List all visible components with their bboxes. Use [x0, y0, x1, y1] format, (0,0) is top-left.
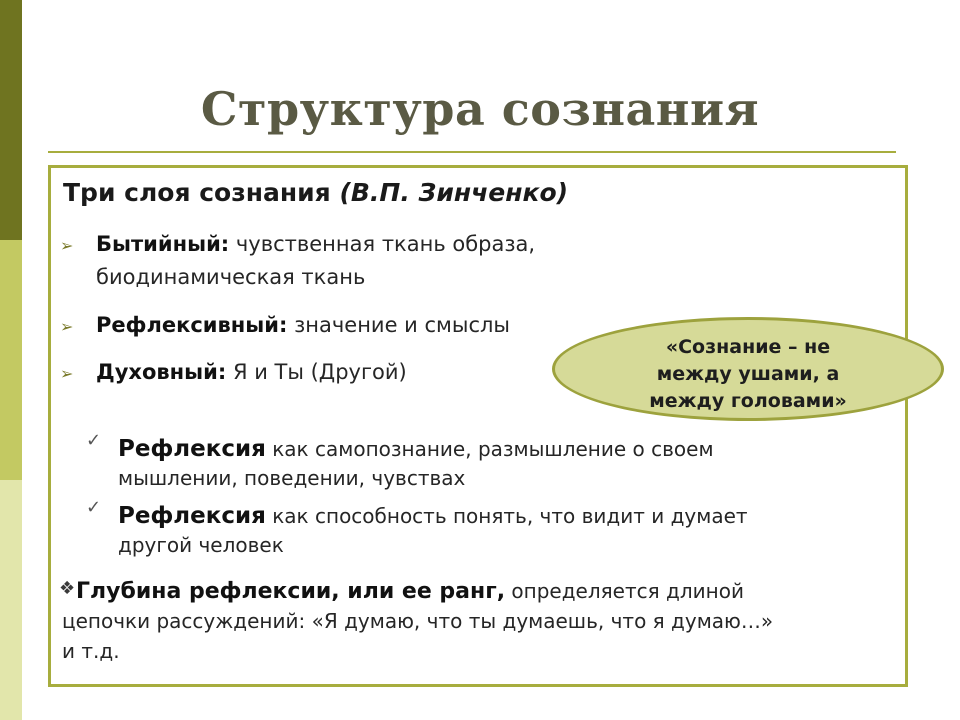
- quote-ellipse: [552, 317, 944, 421]
- accent-bar-mid: [0, 240, 22, 480]
- quote-line: между ушами, а: [656, 363, 840, 385]
- reflection-desc: как способность понять, что видит и думает: [265, 504, 748, 528]
- layer-item: [96, 356, 407, 389]
- check-icon: ✓: [86, 430, 102, 451]
- reflection-desc: как самопознание, размышление о своем: [265, 437, 714, 461]
- reflection-desc-cont: мышлении, поведении, чувствах: [118, 466, 466, 490]
- reflection-term: Рефлексия: [118, 436, 266, 462]
- layer-term: Рефлексивный:: [96, 313, 288, 337]
- layer-desc-cont: биодинамическая ткань: [96, 265, 366, 289]
- layer-term: Бытийный:: [96, 232, 230, 256]
- reflection-term: Рефлексия: [118, 503, 266, 529]
- title-divider: [48, 151, 896, 153]
- subtitle-author: (В.П. Зинченко): [339, 178, 569, 207]
- arrow-bullet-icon: ➢: [60, 317, 74, 336]
- subtitle-text: Три слоя сознания: [63, 178, 340, 207]
- depth-item: [76, 575, 744, 608]
- layer-desc: чувственная ткань образа,: [229, 232, 536, 256]
- layer-item: [96, 309, 510, 342]
- check-icon: ✓: [86, 497, 102, 518]
- arrow-bullet-icon: ➢: [60, 236, 74, 255]
- layer-desc: значение и смыслы: [287, 313, 511, 337]
- accent-bar-light: [0, 480, 22, 720]
- arrow-bullet-icon: ➢: [60, 364, 74, 383]
- depth-term: Глубина рефлексии, или ее ранг,: [76, 579, 506, 604]
- diamond-bullet-icon: ❖: [59, 578, 76, 599]
- subtitle: [63, 178, 568, 207]
- layer-item: [96, 228, 535, 261]
- depth-desc: определяется длиной: [505, 579, 744, 603]
- layer-desc: Я и Ты (Другой): [226, 360, 407, 384]
- quote-line: между головами»: [649, 390, 847, 412]
- slide-title: Структура сознания: [200, 82, 760, 136]
- depth-desc-cont: цепочки рассуждений: «Я думаю, что ты думаешь, что я думаю…»: [62, 609, 774, 633]
- layer-term: Духовный:: [96, 360, 227, 384]
- quote-line: «Сознание – не: [665, 336, 831, 358]
- depth-desc-end: и т.д.: [62, 639, 120, 663]
- reflection-desc-cont: другой человек: [118, 533, 284, 557]
